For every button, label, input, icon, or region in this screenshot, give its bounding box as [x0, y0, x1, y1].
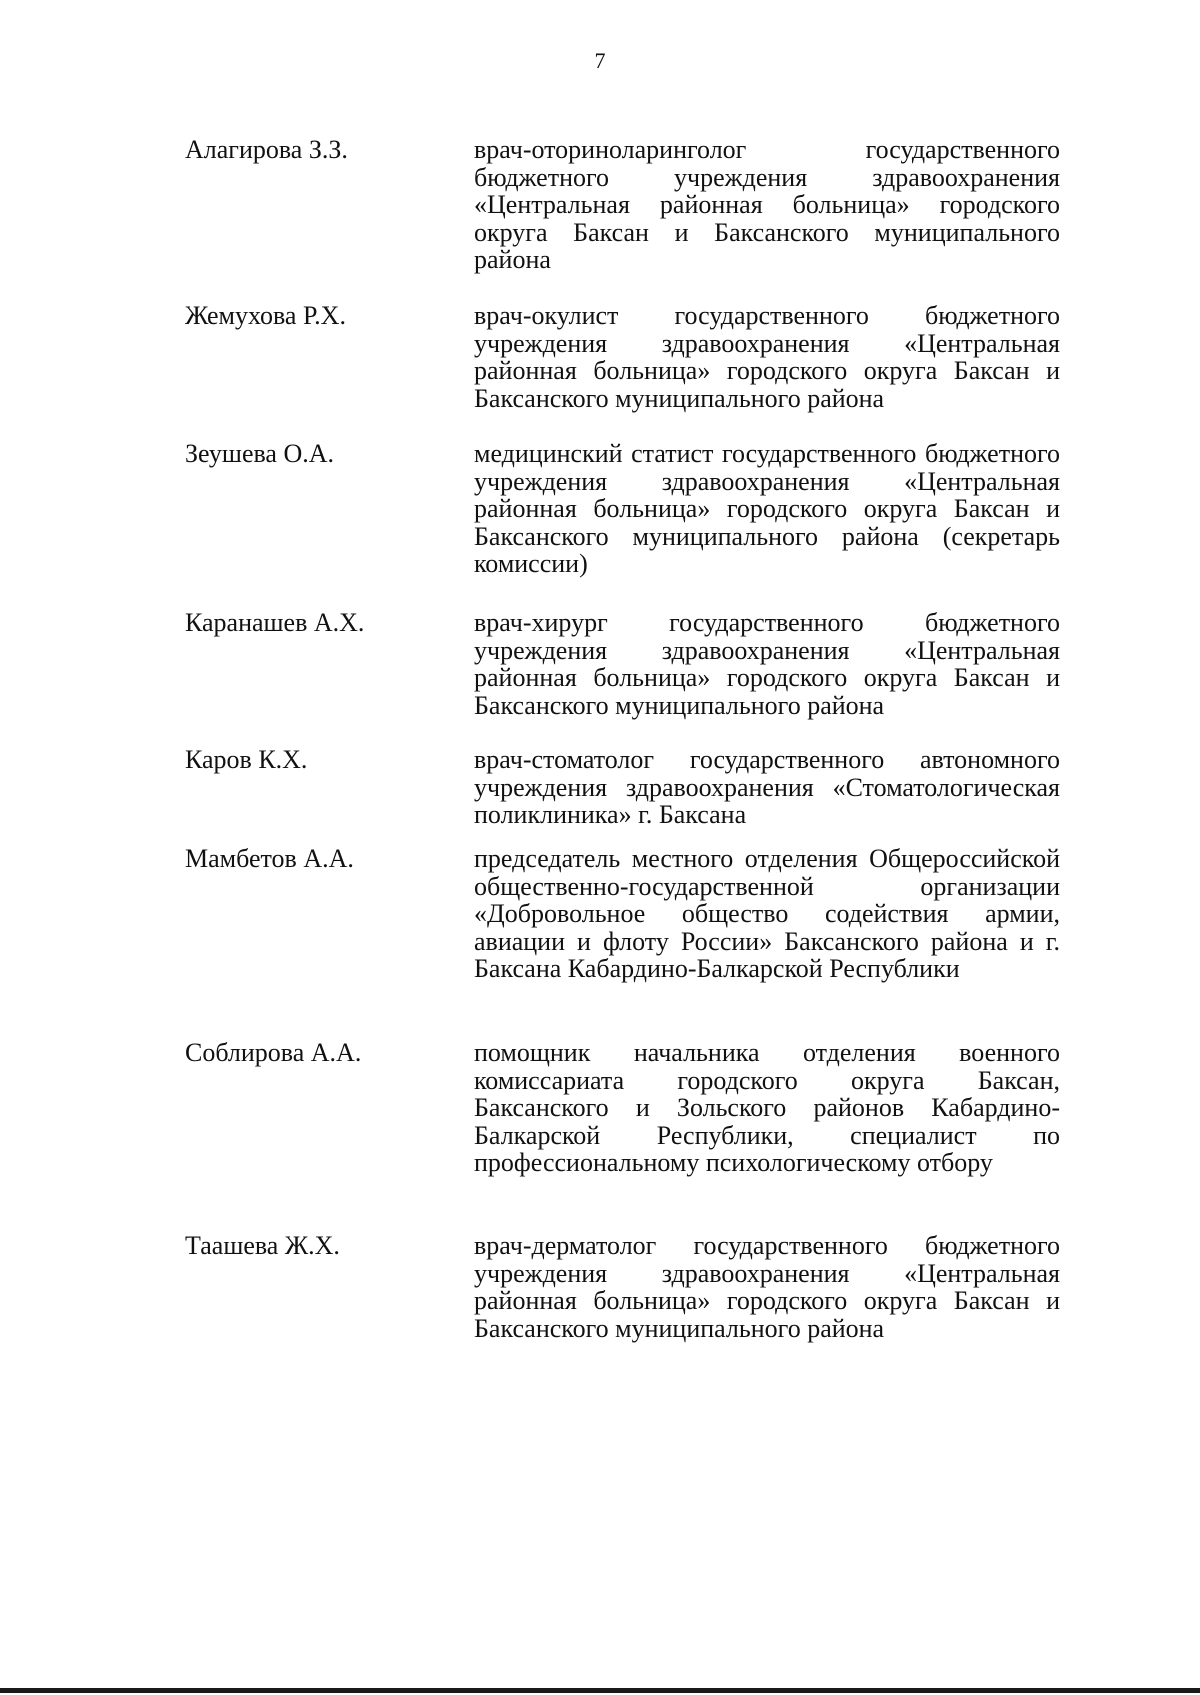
scan-bottom-edge	[0, 1688, 1200, 1693]
member-name: Таашева Ж.Х.	[185, 1231, 340, 1260]
member-description: медицинский статист государственного бюджетного учреждения здравоохранения «Центральная районная больница» городского округа Баксан и Баксанского муниципального района (секретарь комиссии)	[474, 439, 1060, 578]
member-description: врач-стоматолог государственного автономного учреждения здравоохранения «Стоматологическая поликлиника» г. Баксана	[474, 745, 1060, 829]
member-name: Соблирова А.А.	[185, 1038, 362, 1067]
member-description: врач-хирург государственного бюджетного учреждения здравоохранения «Центральная районная больница» городского округа Баксан и Баксанского муниципального района	[474, 608, 1060, 720]
member-name: Жемухова Р.Х.	[185, 301, 346, 330]
member-description: врач-оториноларинголог государственного бюджетного учреждения здравоохранения «Центральная районная больница» городского округа Баксан и Баксанского муниципального района	[474, 135, 1060, 274]
member-description: председатель местного отделения Общероссийской общественно-государственной организации «Добровольное общество содействия армии, авиации и флоту России» Баксанского района и г. Баксана Кабардино-Балкарской Республики	[474, 844, 1060, 983]
member-name: Мамбетов А.А.	[185, 844, 354, 873]
member-name: Алагирова З.З.	[185, 135, 348, 164]
member-description: врач-окулист государственного бюджетного учреждения здравоохранения «Центральная районная больница» городского округа Баксан и Баксанского муниципального района	[474, 301, 1060, 413]
member-name: Каранашев А.Х.	[185, 608, 365, 637]
member-name: Зеушева О.А.	[185, 439, 335, 468]
page-number: 7	[594, 48, 606, 73]
member-description: помощник начальника отделения военного комиссариата городского округа Баксан, Баксанского и Зольского районов Кабардино-Балкарской Республики, специалист по профессиональному психологическому отбору	[474, 1038, 1060, 1177]
member-description: врач-дерматолог государственного бюджетного учреждения здравоохранения «Центральная районная больница» городского округа Баксан и Баксанского муниципального района	[474, 1231, 1060, 1343]
member-name: Каров К.Х.	[185, 745, 308, 774]
